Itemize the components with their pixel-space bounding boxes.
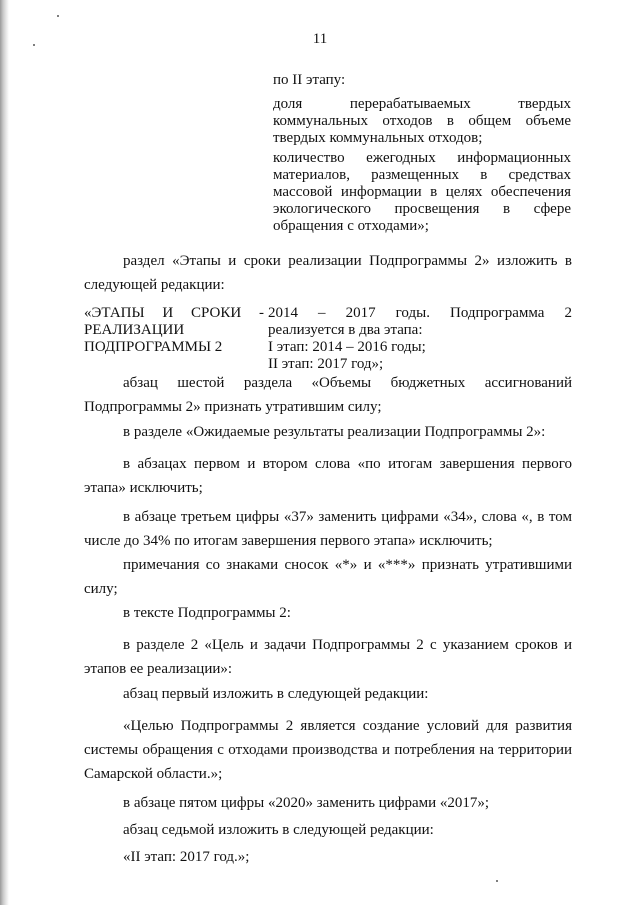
stages-label-word: - <box>258 305 264 321</box>
paragraph: в абзацах первом и втором слова «по итогам завершения первого этапа» исключить; <box>84 456 572 496</box>
stages-label-line-2: РЕАЛИЗАЦИИ <box>84 322 185 338</box>
stages-label-word: СРОКИ <box>190 305 242 321</box>
paragraph: в разделе 2 «Цель и задачи Подпрограммы 2 с указанием сроков и этапов ее реализации»: <box>84 637 572 677</box>
paragraph: в абзаце пятом цифры «2020» заменить цифрами «2017»; <box>123 795 490 811</box>
stages-value-line-3: I этап: 2014 – 2016 годы; <box>268 339 426 355</box>
paragraph: примечания со знаками сносок «*» и «***» признать утратившими силу; <box>84 557 572 597</box>
paragraph: абзац шестой раздела «Объемы бюджетных ассигнований Подпрограммы 2» признать утратившим силу; <box>84 375 572 415</box>
paragraph: абзац седьмой изложить в следующей редакции: <box>123 822 434 838</box>
paragraph: в тексте Подпрограммы 2: <box>123 605 291 621</box>
paragraph: «Целью Подпрограммы 2 является создание условий для развития системы обращения с отходами производства и потребления на территории Самарской области.»; <box>84 718 572 782</box>
paragraph: в абзаце третьем цифры «37» заменить цифрами «34», слова «, в том числе до 34% по итогам завершения первого этапа» исключить; <box>84 509 572 549</box>
stages-value-word: – <box>318 305 326 321</box>
indicators-heading: по II этапу: <box>273 72 346 88</box>
stages-table-value <box>268 305 572 373</box>
scan-speck <box>57 15 59 17</box>
paragraph-section-stages: раздел «Этапы и сроки реализации Подпрограммы 2» изложить в следующей редакции: <box>84 253 572 293</box>
paragraph: «II этап: 2017 год.»; <box>123 849 250 865</box>
stages-table-label <box>84 305 264 356</box>
stages-value-word: 2 <box>564 305 572 321</box>
stages-value-line-2: реализуется в два этапа: <box>268 322 423 338</box>
scan-speck <box>496 880 498 882</box>
stages-label-line-3: ПОДПРОГРАММЫ 2 <box>84 339 223 355</box>
stages-value-word: годы. <box>395 305 430 321</box>
indicator-item-1: доля перерабатываемых твердых коммунальных отходов в общем объеме твердых коммунальных отходов; <box>273 96 571 146</box>
scan-edge-shadow <box>0 0 9 905</box>
indicator-item-2: количество ежегодных информационных материалов, размещенных в средствах массовой информации в целях обеспечения экологического просвещения в сфере обращения с отходами»; <box>273 150 571 234</box>
stages-value-word: 2014 <box>268 305 298 321</box>
stages-label-word: «ЭТАПЫ <box>84 305 145 321</box>
stages-label-line-1 <box>84 305 264 322</box>
paragraph: в разделе «Ожидаемые результаты реализации Подпрограммы 2»: <box>123 424 546 440</box>
stages-value-word: Подпрограмма <box>450 305 545 321</box>
stages-value-word: 2017 <box>345 305 376 321</box>
page-number: 11 <box>312 31 328 47</box>
paragraph: абзац первый изложить в следующей редакции: <box>123 686 429 702</box>
stages-label-word: И <box>162 305 174 321</box>
stages-value-line-4: II этап: 2017 год»; <box>268 356 384 372</box>
stages-value-line-1 <box>268 305 572 322</box>
